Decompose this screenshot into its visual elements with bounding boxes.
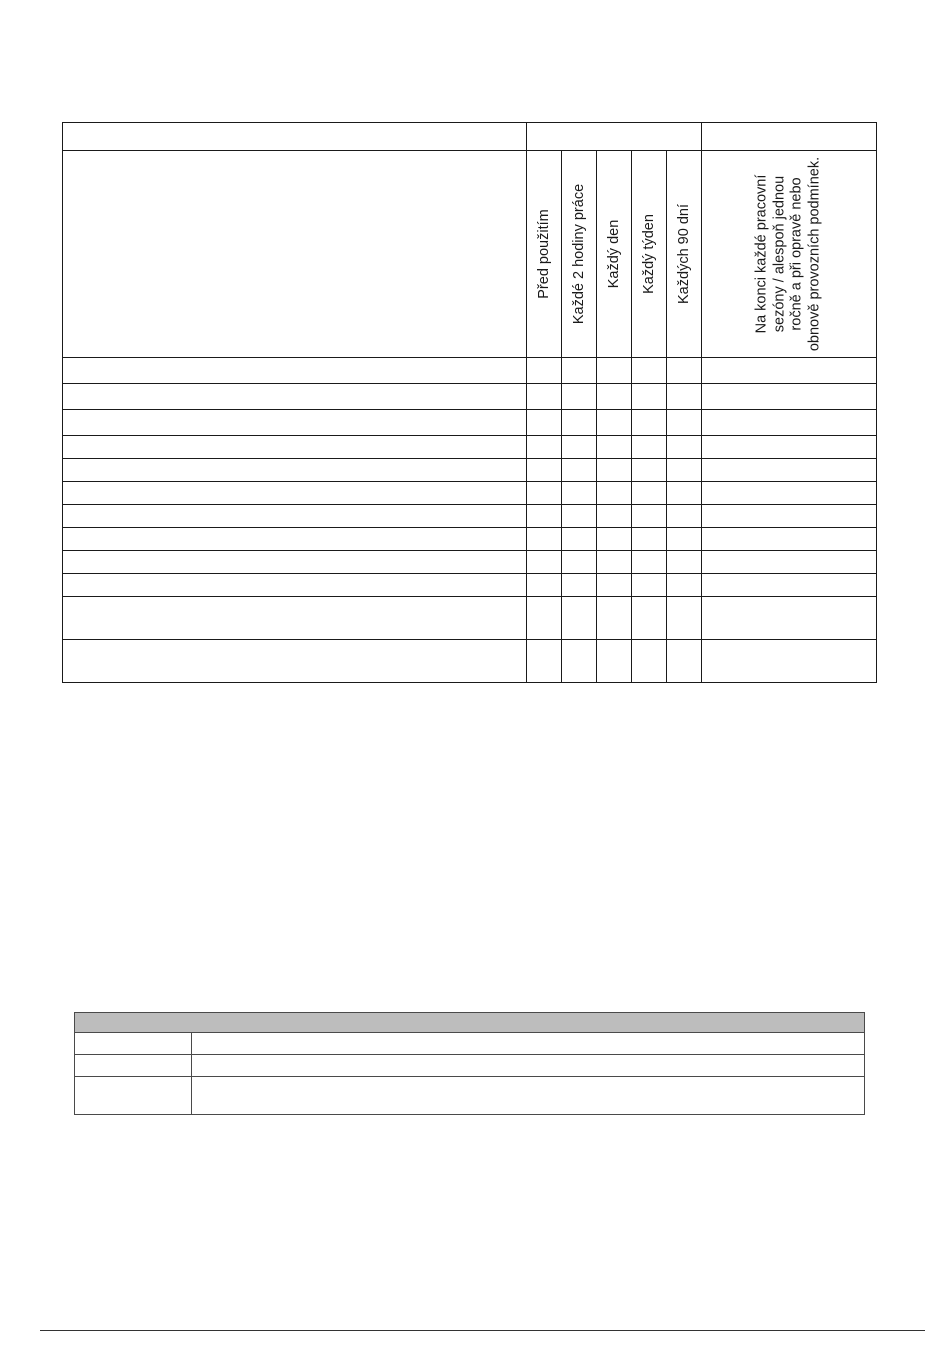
header-end-of-season <box>701 151 876 358</box>
footer-divider <box>40 1330 925 1331</box>
header-before-use <box>526 151 561 358</box>
header-every-2-hours-label: Každé 2 hodiny práce <box>570 183 587 325</box>
table-row <box>63 597 877 640</box>
header-row <box>63 151 877 358</box>
table-row <box>63 436 877 459</box>
table-row <box>63 640 877 683</box>
table-row <box>63 482 877 505</box>
header-weekly-label: Každý týden <box>640 214 657 294</box>
season-group-title-cell <box>701 123 876 151</box>
table-row <box>63 410 877 436</box>
legend-table <box>74 1012 865 1115</box>
legend-row <box>75 1077 865 1115</box>
header-weekly <box>631 151 666 358</box>
table-row <box>63 574 877 597</box>
legend-row <box>75 1055 865 1077</box>
task-column-title-cell <box>63 123 527 151</box>
header-daily <box>596 151 631 358</box>
frequency-group-title-cell <box>526 123 701 151</box>
table-row <box>63 384 877 410</box>
legend-row <box>75 1033 865 1055</box>
legend-header-row <box>75 1013 865 1033</box>
table-row <box>63 505 877 528</box>
header-every-2-hours <box>561 151 596 358</box>
table-title-row <box>63 123 877 151</box>
table-row <box>63 358 877 384</box>
header-end-of-season-label: Na konci každé pracovní sezóny / alespoň jednou ročně a při opravě nebo obnově provozních podmínek. <box>753 156 823 352</box>
maintenance-schedule-table <box>62 122 877 683</box>
table-row <box>63 551 877 574</box>
task-header-cell <box>63 151 527 358</box>
table-row <box>63 459 877 482</box>
header-daily-label: Každý den <box>605 219 622 289</box>
header-before-use-label: Před použitím <box>535 209 552 299</box>
header-every-90-days <box>666 151 701 358</box>
table-row <box>63 528 877 551</box>
header-every-90-days-label: Každých 90 dní <box>675 204 692 304</box>
